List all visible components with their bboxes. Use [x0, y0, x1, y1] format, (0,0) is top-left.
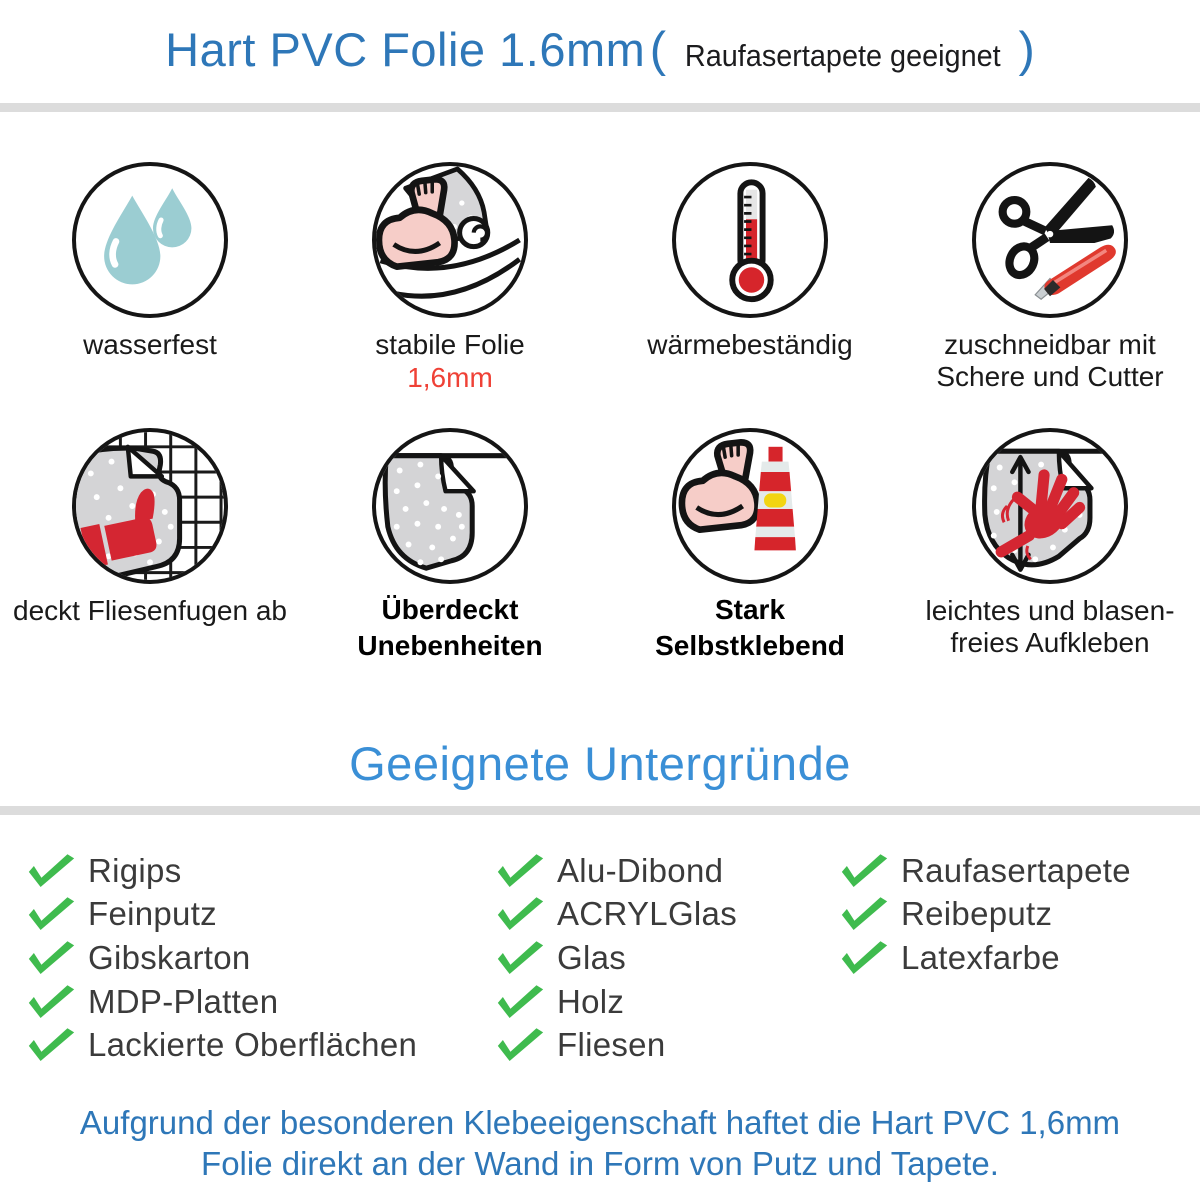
surface-label: Rigips [88, 851, 182, 889]
title-main: Hart PVC Folie 1.6mm [165, 23, 646, 76]
list-item [497, 936, 737, 980]
divider-bar [0, 103, 1200, 112]
checkmark-icon [28, 984, 75, 1020]
title-paren-open: ( [649, 23, 667, 77]
list-item [497, 980, 737, 1024]
scissors-cutter-icon [976, 166, 1124, 314]
icon-circle [972, 428, 1128, 584]
list-item [28, 936, 417, 980]
surfaces-column-1 [28, 849, 417, 1067]
thermometer-icon [676, 166, 824, 314]
surface-label: Feinputz [88, 895, 217, 933]
list-item [28, 893, 417, 937]
surface-label: Raufasertapete [901, 851, 1131, 889]
surface-label: Fliesen [557, 1026, 666, 1064]
surface-label: Latexfarbe [901, 938, 1060, 976]
checkmark-icon [28, 853, 75, 889]
checkmark-icon [28, 896, 75, 932]
feature-label: leichtes und blasen- freies Aufkleben [925, 595, 1175, 658]
checkmark-icon [28, 1027, 75, 1063]
feature-self-adhesive [600, 428, 900, 694]
checkmark-icon [497, 896, 544, 932]
surfaces-column-2 [497, 849, 737, 1067]
checkmark-icon [841, 853, 888, 889]
page-title [0, 22, 1200, 78]
thumbs-up-tiles-icon [76, 432, 224, 580]
feature-covers-unevenness [300, 428, 600, 694]
feature-label: deckt Fliesenfugen ab [13, 595, 287, 626]
list-item [841, 893, 1131, 937]
surfaces-heading: Geeignete Untergründe [349, 737, 851, 790]
icon-circle [672, 162, 828, 318]
title-note: Raufasertapete geeignet [684, 38, 1001, 73]
checkmark-icon [841, 896, 888, 932]
feature-waterproof [0, 162, 300, 428]
feature-label: zuschneidbar mit Schere und Cutter [936, 329, 1164, 392]
feature-highlight: 1,6mm [407, 362, 493, 393]
feature-heat-resistant [600, 162, 900, 428]
muscle-arm-foil-roll-icon [376, 166, 524, 314]
water-drops-icon [76, 166, 224, 314]
checkmark-icon [497, 984, 544, 1020]
dotted-foil-fold-icon [376, 432, 524, 580]
list-item [28, 849, 417, 893]
divider-bar [0, 806, 1200, 815]
list-item [841, 936, 1131, 980]
feature-label: stabile Folie [375, 329, 525, 360]
surface-label: Glas [557, 938, 627, 976]
feature-label: wasserfest [83, 329, 217, 360]
muscle-arm-glue-tube-icon [676, 432, 824, 580]
checkmark-icon [497, 940, 544, 976]
checkmark-icon [841, 940, 888, 976]
title-paren-close: ) [1018, 23, 1035, 77]
list-item [497, 849, 737, 893]
surface-label: ACRYLGlas [557, 895, 737, 933]
footer-note [0, 1102, 1200, 1184]
icon-circle [372, 428, 528, 584]
feature-stable-foil [300, 162, 600, 428]
surface-label: Alu-Dibond [557, 851, 724, 889]
surface-label: MDP-Platten [88, 982, 279, 1020]
feature-cuttable [900, 162, 1200, 428]
surface-label: Lackierte Oberflächen [88, 1026, 418, 1064]
checkmark-icon [28, 940, 75, 976]
icon-circle [72, 428, 228, 584]
surface-label: Holz [557, 982, 625, 1020]
feature-label: Stark Selbstklebend [655, 594, 845, 661]
list-item [497, 1023, 737, 1067]
icon-circle [72, 162, 228, 318]
feature-bubble-free-application [900, 428, 1200, 694]
checkmark-icon [497, 853, 544, 889]
footer-line: Aufgrund der besonderen Klebeeigenschaft haftet die Hart PVC 1,6mm [79, 1104, 1121, 1141]
surface-label: Reibeputz [901, 895, 1053, 933]
surface-label: Gibskarton [88, 938, 251, 976]
hand-smoothing-foil-icon [976, 432, 1124, 580]
icon-circle [972, 162, 1128, 318]
list-item [841, 849, 1131, 893]
feature-label: wärmebeständig [647, 329, 853, 360]
checkmark-icon [497, 1027, 544, 1063]
icon-circle [672, 428, 828, 584]
list-item [497, 893, 737, 937]
list-item [28, 980, 417, 1024]
feature-covers-tile-joints [0, 428, 300, 694]
feature-label: Überdeckt Unebenheiten [357, 594, 543, 661]
icon-circle [372, 162, 528, 318]
surfaces-column-3 [841, 849, 1131, 980]
feature-grid [0, 162, 1200, 694]
footer-line: Folie direkt an der Wand in Form von Putz und Tapete. [201, 1145, 999, 1182]
list-item [28, 1023, 417, 1067]
